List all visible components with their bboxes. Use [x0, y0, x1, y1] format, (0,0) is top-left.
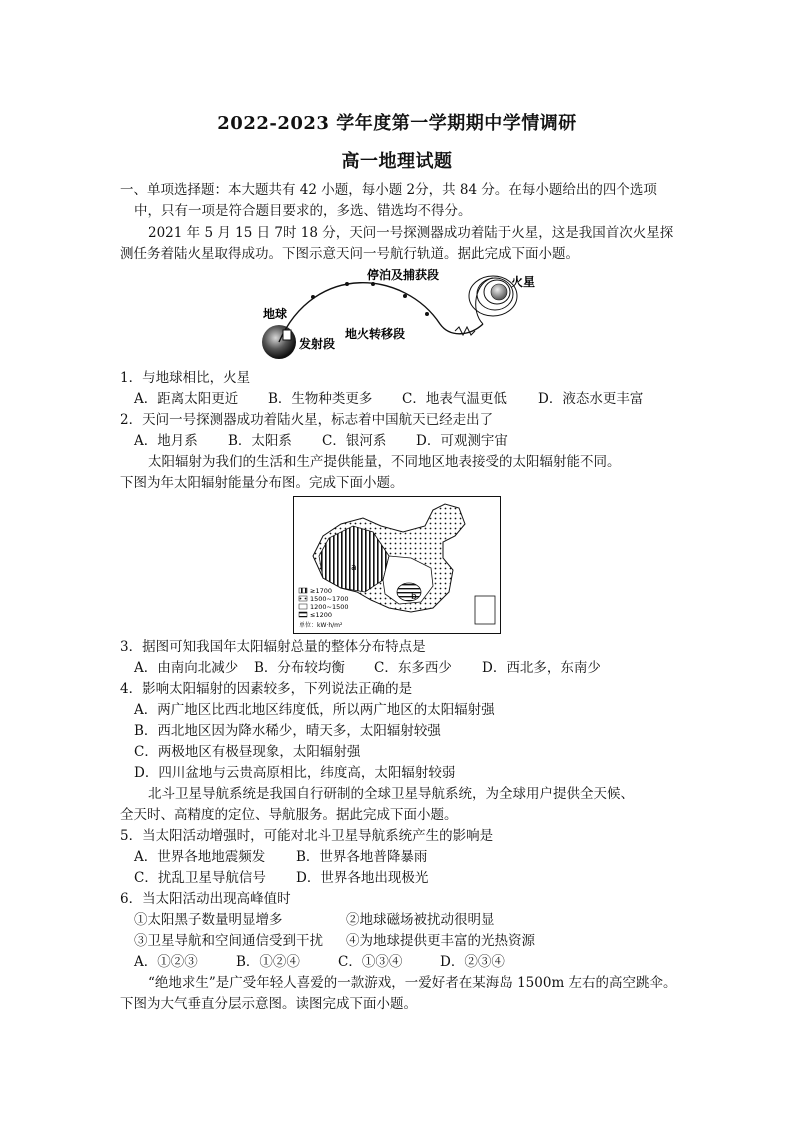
q2-options [134, 431, 508, 451]
legend-unit: 单位：kW·h/m² [299, 622, 343, 629]
section-instruction-line1: 一、单项选择题：本大题共有 42 小题，每小题 2分，共 84 分。在每小题给出的四个选项 [120, 182, 657, 198]
q6-statement-1: ①太阳黑子数量明显增多 [134, 912, 283, 928]
map-region-low [397, 583, 421, 601]
q6-statements-row2 [134, 931, 535, 951]
q6-option-a[interactable]: A．①②③ [134, 954, 198, 970]
label-parking-phase: 停泊及捕获段 [367, 268, 440, 282]
map-label-a: a [351, 563, 357, 573]
passage3-line1: 北斗卫星导航系统是我国自行研制的全球卫星导航系统，为全球用户提供全天候、 [148, 786, 634, 802]
q3-options [134, 658, 601, 678]
q6-option-d[interactable]: D．②③④ [440, 954, 505, 970]
q1-stem: 1．与地球相比，火星 [120, 370, 251, 386]
q6-option-b[interactable]: B．①②④ [236, 954, 300, 970]
q1-option-a[interactable]: A．距离太阳更近 [134, 391, 239, 407]
q2-option-d[interactable]: D．可观测宇宙 [416, 433, 508, 449]
passage1-line1: 2021 年 5 月 15 日 7时 18 分，天问一号探测器成功着陆于火星，这是我国首次火星探 [148, 225, 674, 241]
q1-option-b[interactable]: B．生物种类更多 [268, 391, 373, 407]
mars-icon [491, 284, 507, 300]
q1-option-c[interactable]: C．地表气温更低 [402, 391, 507, 407]
legend-item-2: 1500~1700 [310, 595, 349, 603]
exam-subtitle: 高一地理试题 [341, 151, 453, 172]
q4-option-c[interactable]: C．两极地区有极昼现象，太阳辐射强 [134, 744, 361, 760]
q5-options-row1 [134, 847, 427, 867]
q2-stem: 2．天问一号探测器成功着陆火星，标志着中国航天已经走出了 [120, 412, 494, 428]
legend-item-4: ≤1200 [310, 611, 332, 619]
map-label-b: b [411, 592, 417, 602]
q6-statement-2: ②地球磁场被扰动很明显 [346, 912, 495, 928]
label-transfer-phase: 地火转移段 [345, 327, 406, 341]
q3-option-b[interactable]: B．分布较均衡 [254, 660, 345, 676]
q5-option-b[interactable]: B．世界各地普降暴雨 [296, 849, 428, 865]
tianwen-orbit-figure [255, 266, 555, 366]
q6-option-c[interactable]: C．①③④ [338, 954, 403, 970]
q6-statements-row1 [134, 910, 495, 930]
label-launch-phase: 发射段 [299, 337, 336, 351]
q2-option-c[interactable]: C．银河系 [322, 433, 387, 449]
south-sea-inset [475, 596, 495, 624]
q4-option-b[interactable]: B．西北地区因为降水稀少，晴天多，太阳辐射较强 [134, 723, 441, 739]
q5-option-d[interactable]: D．世界各地出现极光 [296, 870, 429, 886]
passage2-line2: 下图为年太阳辐射能量分布图。完成下面小题。 [120, 475, 404, 491]
q4-option-a[interactable]: A．两广地区比西北地区纬度低，所以两广地区的太阳辐射强 [134, 702, 495, 718]
label-mars: 火星 [511, 275, 536, 289]
q6-statement-4: ④为地球提供更丰富的光热资源 [346, 933, 535, 949]
q4-option-d[interactable]: D．四川盆地与云贵高原相比，纬度高，太阳辐射较弱 [134, 765, 456, 781]
passage2-line1: 太阳辐射为我们的生活和生产提供能量，不同地区地表接受的太阳辐射能不同。 [148, 454, 621, 470]
q6-stem: 6．当太阳活动出现高峰值时 [120, 891, 291, 907]
legend-item-1: ≥1700 [310, 587, 332, 595]
passage4-line1: “绝地求生”是广受年轻人喜爱的一款游戏，一爱好者在某海岛 1500m 左右的高空跳伞。 [148, 975, 677, 991]
passage1-line2: 测任务着陆火星取得成功。下图示意天问一号航行轨道。据此完成下面小题。 [120, 246, 579, 262]
q3-stem: 3．据图可知我国年太阳辐射总量的整体分布特点是 [120, 639, 426, 655]
q5-option-c[interactable]: C．扰乱卫星导航信号 [134, 870, 266, 886]
legend-item-3: 1200~1500 [310, 603, 349, 611]
q6-statement-3: ③卫星导航和空间通信受到干扰 [134, 933, 323, 949]
q2-option-a[interactable]: A．地月系 [134, 433, 198, 449]
solar-radiation-map [293, 496, 501, 634]
exam-title: 2022-2023 学年度第一学期期中学情调研 [217, 113, 577, 134]
q1-option-d[interactable]: D．液态水更丰富 [538, 391, 644, 407]
passage4-line2: 下图为大气垂直分层示意图。读图完成下面小题。 [120, 996, 417, 1012]
q6-options [134, 952, 505, 972]
q5-option-a[interactable]: A．世界各地地震频发 [134, 849, 266, 865]
q4-stem: 4．影响太阳辐射的因素较多，下列说法正确的是 [120, 681, 413, 697]
q5-options-row2 [134, 868, 428, 888]
label-earth: 地球 [263, 307, 288, 321]
q5-stem: 5．当太阳活动增强时，可能对北斗卫星导航系统产生的影响是 [120, 828, 494, 844]
launch-rocket-icon [283, 330, 291, 340]
q1-options [134, 389, 643, 409]
section-instruction-line2: 中，只有一项是符合题目要求的，多选、错选均不得分。 [134, 203, 472, 219]
q3-option-d[interactable]: D．西北多，东南少 [482, 660, 601, 676]
passage3-line2: 全天时、高精度的定位、导航服务。据此完成下面小题。 [120, 807, 458, 823]
q2-option-b[interactable]: B．太阳系 [228, 433, 292, 449]
q3-option-c[interactable]: C．东多西少 [374, 660, 452, 676]
q3-option-a[interactable]: A．由南向北减少 [134, 660, 239, 676]
